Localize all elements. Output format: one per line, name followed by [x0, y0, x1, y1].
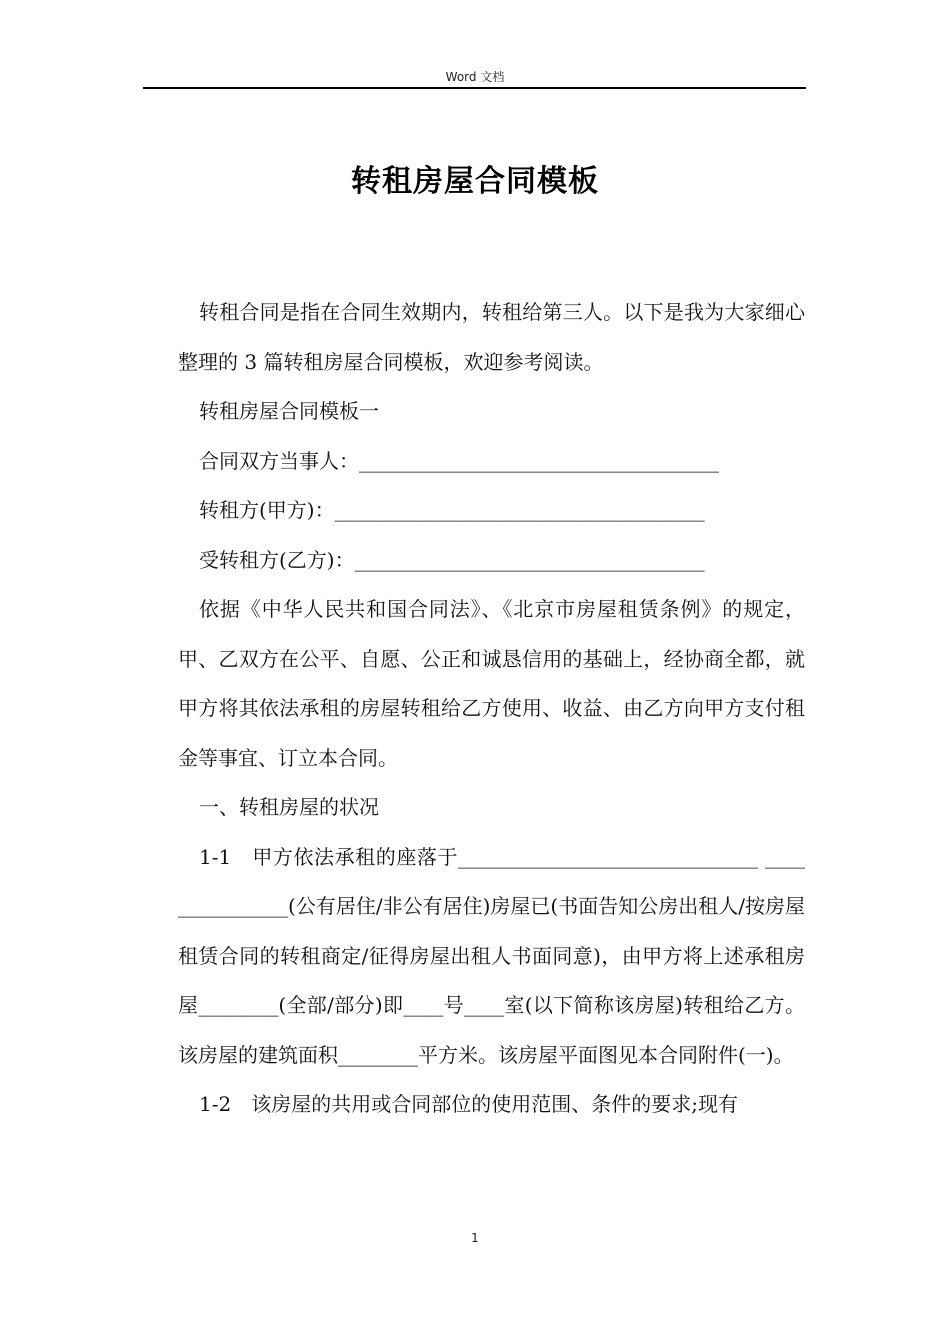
clause-1-1: 1-1 甲方依法承租的座落于______________________________ _______________(公有居住/非公有居住)房屋已(书面告知公房出租人/按房屋租赁合同的转租商定/征得房屋出租人书面同意)，由甲方将上述承租房屋________(全部/部分)即____号____室(以下简称该房屋)转租给乙方。该房屋的建筑面积________平方米。该房屋平面图见本合同附件(一)。: [178, 844, 805, 1067]
clause-heading: 一、转租房屋的状况: [199, 795, 379, 819]
party-b-line: 受转租方(乙方)：___________________________________: [199, 547, 705, 572]
party-a-line: 转租方(甲方)：_____________________________________: [199, 498, 705, 522]
header-rule: [143, 87, 806, 89]
section-heading: 转租房屋合同模板一: [199, 399, 379, 423]
intro-paragraph: 转租合同是指在合同生效期内，转租给第三人。以下是我为大家细心整理的 3 篇转租房屋合同模板，欢迎参考阅读。: [178, 300, 805, 374]
document-title: 转租房屋合同模板: [351, 164, 599, 199]
document-body: [178, 288, 805, 1130]
page-number: 1: [471, 1231, 479, 1245]
page-header: Word 文档: [445, 70, 505, 84]
parties-line: 合同双方当事人：____________________________________: [199, 448, 719, 473]
clause-1-2: 1-2 该房屋的共用或合同部位的使用范围、条件的要求;现有: [199, 1092, 738, 1116]
basis-paragraph: 依据《中华人民共和国合同法》、《北京市房屋租赁条例》的规定，甲、乙双方在公平、自愿、公正和诚恳信用的基础上，经协商全都，就甲方将其依法承租的房屋转租给乙方使用、收益、由乙方向甲方支付租金等事宜、订立本合同。: [178, 597, 805, 770]
